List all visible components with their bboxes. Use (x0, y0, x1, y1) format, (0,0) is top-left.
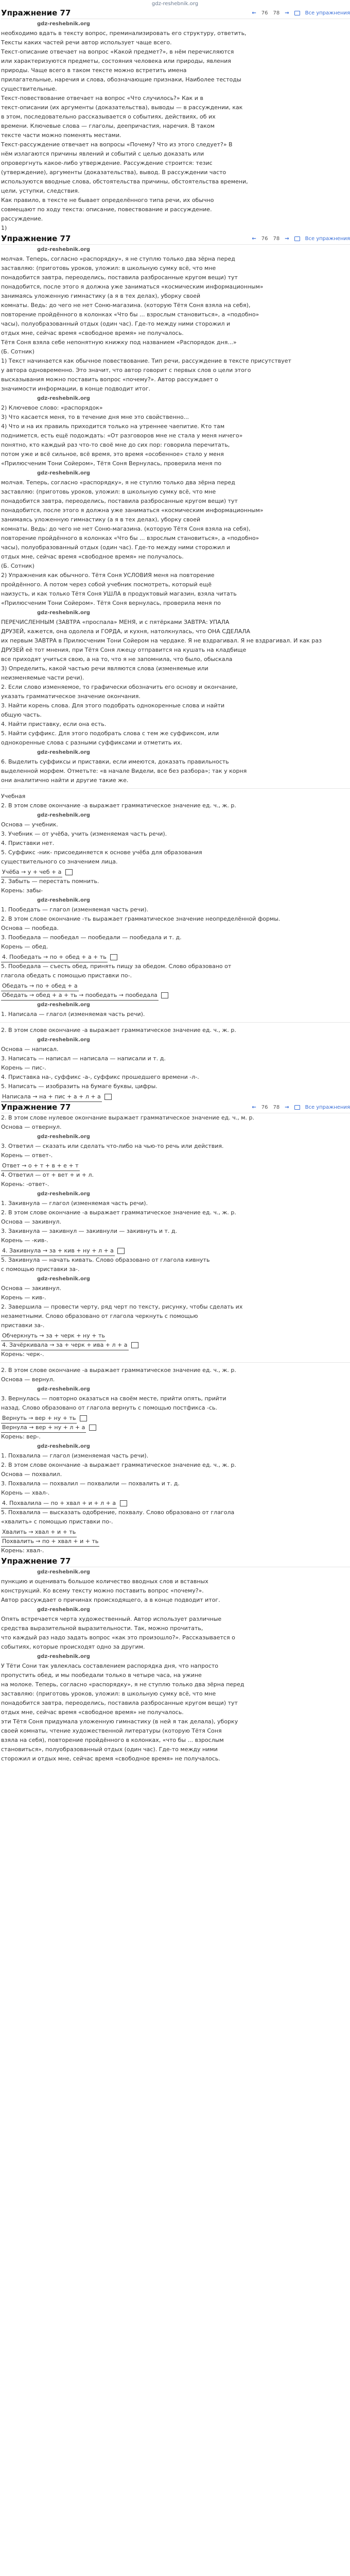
text-line: часы), полуобразованный отдых (один час). Где-то между ними сторожил и (1, 320, 231, 327)
text-line: пройдённого. А потом через собой учебник посмотреть, который ещё (1, 581, 212, 588)
text-line: неизменяемые части речи). (1, 674, 84, 681)
text-line: пункцию и оценивать большое количество вводных слов и вставных (1, 1578, 208, 1585)
text-line: эти Тётя Соня придумала уложенную гимнастику (в ней я так делала), уборку (1, 1718, 238, 1725)
text-line: (Б. Сотник) (1, 348, 34, 355)
watermark: gdz-reshebnik.org (37, 21, 90, 27)
text-line: 3. Пообедала — пообедал — пообедали — пообедала и т. д. (1, 934, 182, 941)
text-line: 3. Найти корень слова. Для этого подобрать однокоренные слова и найти (1, 702, 225, 709)
prev-arrow-icon[interactable]: ← (252, 1104, 256, 1110)
text-line: их первым ЗАВТРА в Прилюсченим Тони Сойером на чердаке. Я не вздрагивал. Я не вздрагивал. И как раз (1, 637, 322, 644)
text-line: Корень: вер-. (1, 1433, 41, 1440)
exercise-section-10 (0, 1555, 350, 1764)
morpheme-scheme (1, 868, 347, 876)
text-line (1, 1274, 347, 1284)
ending-box (117, 1248, 125, 1254)
text-line: Основа — похвалил. (1, 1471, 62, 1478)
text-line: Корень — пис-. (1, 1064, 46, 1071)
text-line: Основа — учебник. (1, 821, 58, 828)
exercise-header (1, 1101, 350, 1113)
book-icon (294, 11, 300, 15)
text-line (1, 1652, 347, 1662)
exercise-text (1, 792, 350, 1019)
text-line: или характеризуются предметы, состояния человека или природы, явления (1, 58, 231, 64)
text-line: прилагательные, наречия и слова, обозначающие признаки, Наиболее тестоды (1, 76, 241, 83)
text-line: указать грамматическое значение окончания. (1, 693, 141, 700)
ending-box (110, 954, 117, 960)
morpheme-scheme (1, 1161, 347, 1170)
text-line (1, 468, 347, 478)
text-line: глагола обедать с помощью приставки по-. (1, 972, 132, 979)
text-line: высказывания можно поставить вопрос «почему?». Автор рассуждает о (1, 376, 218, 383)
text-line: средства выразительной выразительности. Так, можно прочитать, (1, 1625, 203, 1632)
text-line: 3) Определить, какой частью речи являются слова (изменяемые или (1, 665, 208, 672)
text-line: сторожил и отдых мне, сейчас время «свободное время» не получалось. (1, 1755, 220, 1762)
prev-arrow-icon[interactable]: ← (252, 235, 256, 242)
text-line: молчая. Теперь, согласно «распорядку», я не ступлю только два зёрна перед (1, 256, 235, 262)
text-line: 2. В этом слове нулевое окончание выражает грамматическое значение ед. ч., м. р. (1, 1114, 255, 1121)
text-line: (утверждение), аргументы (доказательства), вывод. В рассуждении часто (1, 169, 226, 176)
next-arrow-icon[interactable]: → (285, 235, 289, 242)
text-line: 5. Написать — изобразить на бумаге буквы, цифры. (1, 1083, 157, 1090)
exercise-text (1, 245, 350, 347)
text-line: в этом, последовательно рассказывается о событиях, действиях, об их (1, 113, 216, 120)
text-line: Корень — хвал-. (1, 1489, 50, 1496)
text-line: своей комнаты, чтение художественной литературы (которую Тётя Соня (1, 1727, 222, 1734)
text-line: 4. Найти приставку, если она есть. (1, 721, 107, 727)
exercise-section-1 (0, 7, 350, 233)
text-line: 5. Похвалила — высказать одобрение, похвалу. Слово образовано от глагола (1, 1509, 235, 1516)
site-domain[interactable]: gdz-reshebnik.org (151, 1, 199, 7)
text-line: нём излагаются причины явлений и событий с целью доказать или (1, 150, 204, 157)
text-line: занимаясь уложенную гимнастику (а я в тех делах), уборку своей (1, 516, 201, 523)
ending-box (80, 1415, 87, 1421)
text-line: поднимется, есть ещё подождать: «От разговоров мне не стала у меня ничего» (1, 432, 243, 439)
text-line: Основа — пообеда. (1, 925, 59, 931)
ending-box (161, 992, 168, 998)
text-line: понятно, кто каждый раз что-то своё мне до сих пор: говорила перечитать, (1, 442, 230, 448)
text-line: они аналитично найти и другие такие же. (1, 777, 129, 784)
text-line: 2. В этом слове окончание -а выражает грамматическое значение ед. ч., ж. р. (1, 802, 236, 809)
text-line: понадобится, после этого я должна уже заниматься «космическим информационным» (1, 507, 264, 514)
watermark: gdz-reshebnik.org (37, 1569, 90, 1575)
watermark: gdz-reshebnik.org (37, 1654, 90, 1659)
morpheme-word: Вернуть → вер + ну + ть (1, 1414, 77, 1423)
exercise-section-7 (0, 1026, 350, 1100)
all-exercises-link[interactable]: Все упражнения (305, 235, 350, 242)
exercise-pager (252, 236, 350, 242)
text-line: становиться», полуобразованный отдых (один час). Где-то между ними (1, 1746, 218, 1753)
prev-exercise-number[interactable]: 76 (261, 235, 268, 242)
exercise-header (1, 7, 350, 19)
watermark: gdz-reshebnik.org (37, 750, 90, 755)
text-line: существительные. (1, 86, 57, 92)
text-line: 3. Учебник — от учёба, учить (изменяемая часть речи). (1, 831, 167, 837)
text-line (1, 19, 347, 29)
text-line: опровергнуть какое-либо утверждение. Рассуждение строится: тезис (1, 160, 213, 166)
text-line: Учебная (1, 793, 26, 800)
text-line: 1. Похвалила — глагол (изменяемая часть речи). (1, 1452, 149, 1459)
text-line: 1. Написала — глагол (изменяемая часть речи). (1, 1011, 145, 1018)
text-line: приставки за-. (1, 1322, 45, 1329)
text-line: незаметными. Слово образовано от глагола черкнуть с помощью (1, 1313, 198, 1319)
morpheme-word: 4. Закивнула → за + кив + ну + л + а (1, 1246, 115, 1256)
morpheme-word: 4. Пообедать → по + обед + а + ть (1, 953, 108, 962)
text-line: Корень — ответ-. (1, 1152, 53, 1159)
morpheme-word: Хвалить → хвал + и + ть (1, 1528, 77, 1537)
exercise-title: Упражнение 77 (1, 1556, 71, 1566)
morpheme-word: 4. Похвалила — по + хвал + и + л + а (1, 1499, 117, 1509)
text-line: «Прилюсченим Тони Сойером». Тётя Соня вернулась, проверила меня по (1, 600, 221, 606)
section-divider (0, 1362, 350, 1363)
text-line: 2. В этом слове окончание -а выражает грамматическое значение ед. ч., ж. р. (1, 1209, 236, 1216)
text-line: 1) Текст начинается как обычное повествование. Тип речи, рассуждение в тексте присутствует (1, 358, 291, 364)
ending-box (131, 1342, 138, 1348)
exercise-section-8 (0, 1101, 350, 1359)
next-exercise-number[interactable]: 78 (273, 10, 280, 16)
text-line (1, 1605, 347, 1615)
text-line: 4. Приставка на-, суффикс -а-, суффикс прошедшего времени -л-. (1, 1074, 199, 1080)
text-line (1, 1000, 347, 1010)
text-line: все приходят учиться свою, а на то, что я не запомнила, что было, обыскала (1, 656, 233, 663)
text-line: 3) Что касается меня, то в течение дня мне это свойственно... (1, 414, 189, 420)
exercise-pager (252, 1105, 350, 1110)
exercise-section-5 (0, 562, 350, 785)
morpheme-scheme (1, 1331, 347, 1340)
text-line: заставляю: (приготовь уроков, уложил: в школьную сумку всё, что мне (1, 1690, 216, 1697)
text-line: рассуждение. (1, 215, 43, 222)
text-line: отдых мне, сейчас время «свободное время» не получалось. (1, 330, 184, 336)
text-line: комнаты. Ведь: до чего не нет Соню-магазина. (которую Тётя Соня взяла на себя), (1, 302, 251, 309)
text-line: молчая. Теперь, согласно «распорядку», я не ступлю только два зёрна перед (1, 479, 235, 486)
text-line: 2. Если слово изменяемое, то графически обозначить его основу и окончание, (1, 684, 238, 690)
text-line: Тексты каких частей речи автор использует чаще всего. (1, 39, 172, 46)
exercise-title: Упражнение 77 (1, 8, 71, 18)
text-line: взяла на себя), повторение пройдённого в колонках, «что бы ... взрослым (1, 1737, 224, 1743)
text-line (1, 1442, 347, 1451)
text-line: 2. Забыть — перестать помнить. (1, 878, 99, 885)
text-line (1, 394, 347, 403)
text-line: событиях, которые происходят одно за другим. (1, 1643, 145, 1650)
exercise-text (1, 19, 350, 233)
text-line: Корень: черк-. (1, 1351, 44, 1358)
text-line: Основа — написал. (1, 1046, 59, 1053)
text-line: Основа — закивнул. (1, 1218, 61, 1225)
text-line: потом уже и всё сильное, всё время, это время «особенное» стало у меня (1, 451, 224, 457)
prev-exercise-number[interactable]: 76 (261, 10, 268, 16)
morpheme-scheme (1, 953, 347, 961)
text-line: Опять встречается черта художественный. Автор использует различные (1, 1616, 222, 1622)
text-line: отдых мне, сейчас время «свободное время» не получалось. (1, 1709, 184, 1716)
text-line: 5. Суффикс -ник- присоединяется к основе учёба для образования (1, 849, 202, 856)
text-line: 1) (1, 225, 7, 231)
text-line: Корень: хвал-. (1, 1547, 44, 1554)
text-line: 2. Завершила — провести черту, ряд черт по тексту, рисунку, чтобы сделать их (1, 1303, 243, 1310)
text-line (1, 1132, 347, 1142)
text-line: комнаты. Ведь: до чего не нет Соню-магазина. (которую Тётя Соня взяла на себя), (1, 526, 251, 532)
exercise-section-6 (0, 792, 350, 1019)
text-line: Корень — -кив-. (1, 1237, 48, 1244)
text-line: Основа — закивнул. (1, 1285, 61, 1292)
morpheme-scheme (1, 1341, 347, 1349)
text-line (1, 1035, 347, 1045)
ending-box (89, 1425, 96, 1431)
text-line: Текст-рассуждение отвечает на вопросы «Почему? Что из этого следует?» В (1, 141, 233, 148)
watermark: gdz-reshebnik.org (37, 1386, 90, 1392)
text-line (1, 245, 347, 255)
text-line: ДРУЗЕЙ, кажется, она одолела и ГОРДА, и кухня, натолкнулась, что ОНА СДЕЛАЛА (1, 628, 251, 635)
text-line: конструкций. Ко всему тексту можно поставить вопрос «почему?». (1, 1587, 204, 1594)
text-line: понадобится, после этого я должна уже заниматься «космическим информационным» (1, 283, 264, 290)
text-line: назад. Слово образовано от глагола вернуть с помощью постфикса -сь. (1, 1404, 217, 1411)
text-line: существительного со значением лица. (1, 858, 118, 865)
exercise-header (1, 233, 350, 245)
text-line (1, 1189, 347, 1199)
exercise-section-9 (0, 1366, 350, 1555)
all-exercises-link[interactable]: Все упражнения (305, 10, 350, 16)
text-line: Основа — отвернул. (1, 1124, 62, 1130)
text-line: выделенной морфем. Отметьте: «в начале Видели, все без разбора»; так у корня (1, 768, 247, 774)
morpheme-word: Ответ → о + т + в + е + т (1, 1161, 80, 1171)
watermark: gdz-reshebnik.org (37, 897, 90, 903)
text-line: тексте части можно поменять местами. (1, 132, 121, 139)
text-line: необходимо вдать в тексту вопрос, преминализировать его структуру, ответить, (1, 30, 247, 37)
next-arrow-icon[interactable]: → (285, 1104, 289, 1110)
text-line: однокоренные слова с разными суффиксами и отметить их. (1, 739, 183, 746)
text-line: Как правило, в тексте не бывает определённого типа речи, их обычно (1, 197, 214, 204)
text-line: повторение пройдённого в колонках «Что бы ... взрослым становиться», а «подобно» (1, 535, 259, 541)
text-line: что каждый раз надо задать вопрос «как это произошло?». Рассказывается о (1, 1634, 235, 1641)
text-line: пропустить обед, и мы пообедали только в четыре часа, на ужине (1, 1672, 202, 1679)
text-line: на молоке. Теперь, согласно «распорядку», я не ступлю только два зёрна перед (1, 1681, 244, 1688)
watermark: gdz-reshebnik.org (37, 1134, 90, 1140)
morpheme-scheme (1, 1246, 347, 1255)
text-line (1, 608, 347, 618)
section-divider (0, 1022, 350, 1023)
exercise-text (1, 562, 350, 785)
text-line: 2. В этом слове окончание -а выражает грамматическое значение ед. ч., ж. р. (1, 1462, 236, 1468)
watermark: gdz-reshebnik.org (37, 470, 90, 476)
exercise-section-4 (0, 468, 350, 562)
morpheme-scheme (1, 1414, 347, 1422)
morpheme-word: Обедать → по + обед + а (1, 981, 79, 991)
text-line: 4. Ответил — от + вет + и + л. (1, 1172, 94, 1178)
watermark: gdz-reshebnik.org (37, 1276, 90, 1282)
morpheme-scheme (1, 1528, 347, 1536)
text-line: заставляю: (приготовь уроков, уложил: в школьную сумку всё, что мне (1, 488, 216, 495)
text-line: 4. Приставки нет. (1, 840, 55, 846)
text-line (1, 748, 347, 757)
exercise-text (1, 1567, 350, 1764)
text-line: 3. Написать — написал — написала — написали и т. д. (1, 1055, 166, 1062)
watermark: gdz-reshebnik.org (37, 1607, 90, 1613)
text-line: Корень: -ответ-. (1, 1181, 49, 1188)
text-line: у автора одновременно. Это значит, что автор говорит с первых слов о цели этого (1, 367, 251, 374)
morpheme-word: Похвалить → по + хвал + и + ть (1, 1537, 99, 1547)
exercise-text (1, 1113, 350, 1359)
text-line: 5. Пообедала — съесть обед, принять пищу за обедом. Слово образовано от (1, 963, 232, 970)
text-line: 3. Закивнула — закивнул — закивнули — закивнуть и т. д. (1, 1228, 177, 1234)
text-line: 6. Выделить суффиксы и приставки, если имеются, доказать правильность (1, 758, 229, 765)
morpheme-word: Учёба → у + чеб + а (1, 868, 62, 877)
text-line: Тётя Соня взяла себе непонятную книжку под названием «Распорядок дня...» (1, 339, 237, 346)
text-line: понадобится завтра, переоделись, поставила разбросанные кругом вещи) тут (1, 498, 238, 504)
morpheme-scheme (1, 991, 347, 999)
text-line: Текст-описание отвечает на вопрос «Какой предмет?», в нём перечисляются (1, 48, 234, 55)
text-line: 5. Закивнула — начать кивать. Слово образовано от глагола кивнуть (1, 1257, 210, 1263)
text-line: совмещают по ходу текста: описание, повествование и рассуждение. (1, 206, 212, 213)
text-line: «Прилюсченим Тони Сойером», Тётя Соня Вернулась, проверила меня по (1, 460, 222, 467)
exercise-title: Упражнение 77 (1, 1103, 71, 1112)
text-line: «хвалить» с помощью приставки по-. (1, 1518, 113, 1525)
next-exercise-number[interactable]: 78 (273, 1104, 280, 1110)
morpheme-word: Обедать → обед + а + ть → пообедать → пообедала (1, 991, 159, 1001)
text-line: (Б. Сотник) (1, 563, 34, 569)
text-line: понадобится завтра, переоделись, поставила разбросанные кругом вещи) тут (1, 1700, 238, 1706)
morpheme-scheme (1, 1092, 347, 1100)
text-line: занимаясь уложенную гимнастику (а я в тех делах), уборку своей (1, 293, 201, 299)
text-line: 3. Ответил — сказать или сделать что-либо на чью-то речь или действия. (1, 1143, 224, 1149)
exercise-section-3 (0, 347, 350, 468)
text-line: У Тёти Сони так увлеклась составлением распорядка дня, что напросто (1, 1663, 219, 1669)
text-line: Автор рассуждает о причинах происходящего, а в конце подводит итог. (1, 1597, 220, 1603)
text-line: 1. Пообедать — глагол (изменяемая часть речи). (1, 906, 149, 913)
exercise-section-2 (0, 233, 350, 347)
book-icon (294, 236, 300, 241)
prev-arrow-icon[interactable]: ← (252, 10, 256, 16)
text-line (1, 810, 347, 820)
text-line (1, 1384, 347, 1394)
text-line: 3. Вернулась — повторно оказаться на своём месте, прийти опять, прийти (1, 1395, 226, 1402)
text-line: ПЕРЕЧИСЛЕННЫМ (ЗАВТРА «проспала» МЕНЯ, и с пятёрками ЗАВТРА: УПАЛА (1, 619, 230, 625)
watermark: gdz-reshebnik.org (37, 1002, 90, 1008)
text-line: заставляю: (приготовь уроков, уложил: в школьную сумку всё, что мне (1, 265, 216, 272)
text-line: цели, уступки, следствия. (1, 188, 80, 194)
text-line: отдых мне, сейчас время «свободное время» не получалось. (1, 553, 184, 560)
morpheme-scheme (1, 1499, 347, 1507)
watermark: gdz-reshebnik.org (37, 1191, 90, 1197)
text-line (1, 1567, 347, 1577)
text-line: природы. Чаще всего в таком тексте можно встретить имена (1, 67, 187, 74)
ending-box (104, 1094, 112, 1100)
text-line: повторение пройдённого в колонках «Что бы ... взрослым становиться», а «подобно» (1, 311, 259, 318)
text-line: Корень — обед. (1, 943, 48, 950)
text-line: часы), полуобразованный отдых (один час). Где-то между ними сторожил и (1, 544, 231, 551)
watermark: gdz-reshebnik.org (37, 247, 90, 252)
ending-box (65, 869, 73, 875)
watermark: gdz-reshebnik.org (37, 396, 90, 401)
exercise-text (1, 1366, 350, 1555)
text-line: 2. В этом слове окончание -а выражает грамматическое значение ед. ч., ж. р. (1, 1367, 236, 1374)
book-icon (294, 1105, 300, 1110)
text-line: 2. В этом слове окончание -ть выражает грамматическое значение неопределённой формы. (1, 916, 281, 922)
watermark: gdz-reshebnik.org (37, 610, 90, 616)
exercise-text (1, 468, 350, 562)
text-line: понадобится завтра, переоделись, поставила разбросанные кругом вещи) тут (1, 274, 238, 281)
morpheme-word: Обчеркнуть → за + черк + ну + ть (1, 1331, 106, 1341)
text-line: наизусть, и как только Тётя Соня УШЛА в продуктовый магазин, взяла читать (1, 590, 237, 597)
watermark: gdz-reshebnik.org (37, 1037, 90, 1043)
text-line (1, 895, 347, 905)
morpheme-scheme (1, 1423, 347, 1431)
text-line: 3. Похвалила — похвалил — похвалили — похвалить и т. д. (1, 1480, 180, 1487)
text-line: Корень — кив-. (1, 1294, 46, 1301)
exercise-text (1, 347, 350, 468)
exercise-header (1, 1555, 350, 1567)
morpheme-word: Написала → на + пис + а + л + а (1, 1092, 102, 1102)
exercise-text (1, 1026, 350, 1100)
exercise-title: Упражнение 77 (1, 234, 71, 243)
text-line: Корень: забы- (1, 887, 43, 894)
morpheme-word: 4. Зачёркивала → за + черк + ива + л + а (1, 1341, 129, 1350)
morpheme-scheme (1, 981, 347, 990)
next-exercise-number[interactable]: 78 (273, 235, 280, 242)
text-line: 2) Ключевое слово: «распорядок» (1, 404, 103, 411)
morpheme-scheme (1, 1537, 347, 1545)
text-line: Текст-повествование отвечает на вопрос «Что случилось?» Как и в (1, 95, 203, 101)
text-line: с помощью приставки за-. (1, 1266, 80, 1273)
text-line: 4) Что и на их правиль приходится только на утреннее чаепитие. Кто там (1, 423, 225, 430)
text-line: значимости информации, в конце подводит итог. (1, 385, 151, 392)
prev-exercise-number[interactable]: 76 (261, 1104, 268, 1110)
text-line: текст-описании (их аргументы (доказательства), выводы — в рассуждении, как (1, 104, 243, 111)
text-line: 1. Закивнула — глагол (изменяемая часть речи). (1, 1200, 148, 1207)
all-exercises-link[interactable]: Все упражнения (305, 1104, 350, 1110)
morpheme-word: Вернула → вер + ну + л + а (1, 1423, 86, 1433)
text-line: Основа — вернул. (1, 1376, 55, 1383)
text-line: общую часть. (1, 711, 42, 718)
next-arrow-icon[interactable]: → (285, 10, 289, 16)
section-divider (0, 788, 350, 789)
text-line: времени. Ключевые слова — глаголы, деепричастия, наречия. В таком (1, 123, 215, 129)
text-line: 5. Найти суффикс. Для этого подобрать слова с тем же суффиксом, или (1, 730, 219, 737)
ending-box (120, 1500, 127, 1506)
text-line: 2. В этом слове окончание -а выражает грамматическое значение ед. ч., ж. р. (1, 1027, 236, 1033)
text-line: ДРУЗЕЙ её тот мнения, при Тётя Соня лжецу отправится на кушать на кладбище (1, 647, 247, 653)
exercise-pager (252, 10, 350, 16)
text-line: 2) Упражнения как обычного. Тётя Соня УСЛОВИЯ меня на повторение (1, 572, 215, 579)
text-line: используются вводные слова, обстоятельства причины, обстоятельства времени, (1, 178, 248, 185)
watermark: gdz-reshebnik.org (37, 812, 90, 818)
watermark: gdz-reshebnik.org (37, 1444, 90, 1449)
